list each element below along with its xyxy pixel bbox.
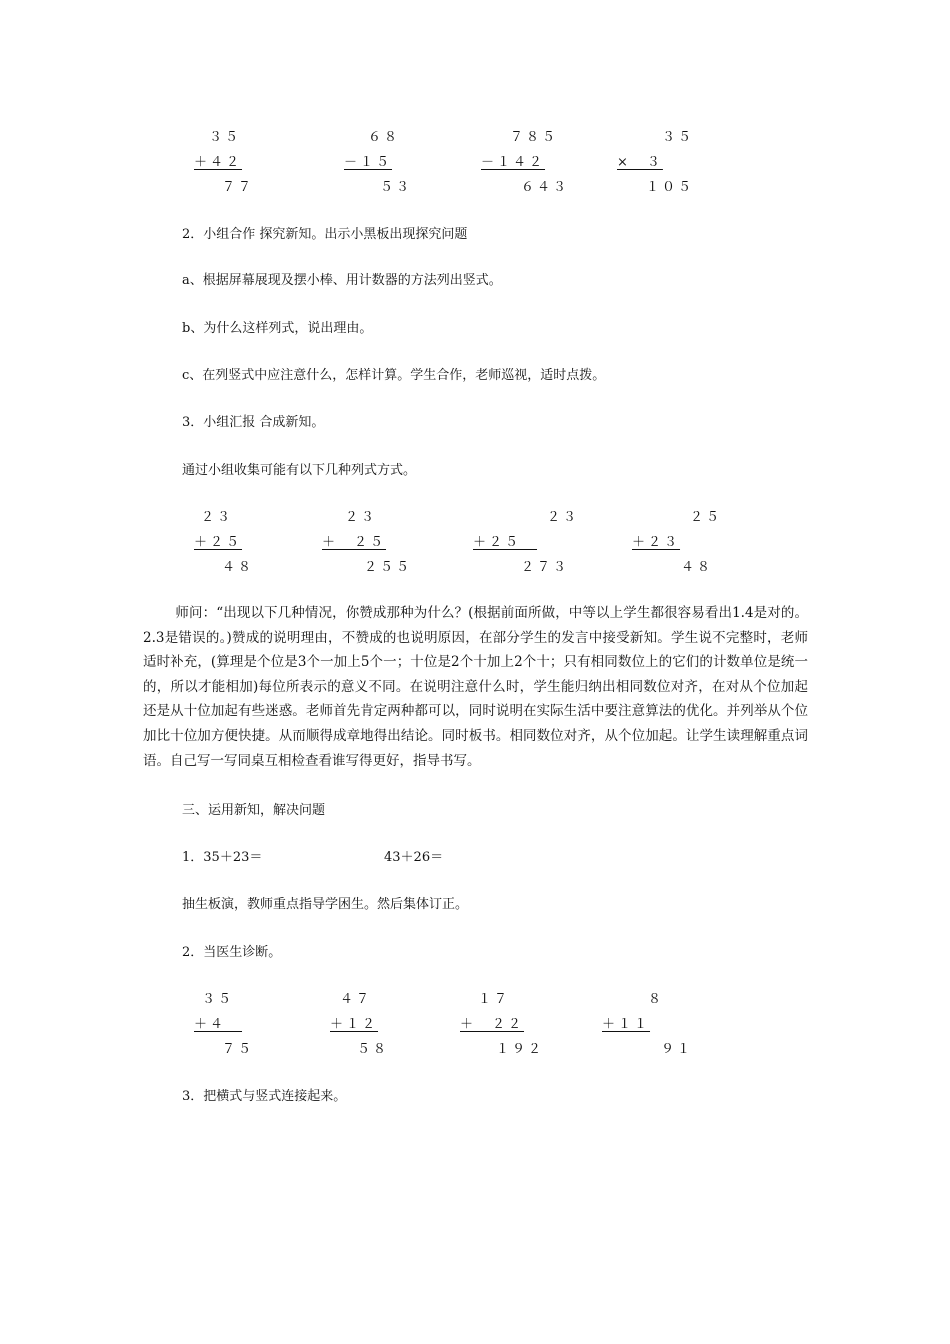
collect-text: 通过小组收集可能有以下几种列式方式。 bbox=[182, 463, 417, 478]
calc-top: ７８５ bbox=[510, 130, 559, 145]
calc-top: ３５ bbox=[662, 130, 695, 145]
calc-top: ６８ bbox=[368, 130, 401, 145]
item-c-text: c、在列竖式中应注意什么，怎样计算。学生合作，老师巡视，适时点拨。 bbox=[182, 368, 606, 383]
calc-result: ２５５ bbox=[364, 560, 413, 575]
board-note-text: 抽生板演，教师重点指导学困生。然后集体订正。 bbox=[182, 897, 469, 912]
calc-result: ７５ bbox=[222, 1042, 255, 1057]
calc-top: ８ bbox=[648, 992, 665, 1007]
step-2-text: 2．小组合作 探究新知。出示小黑板出现探究问题 bbox=[182, 227, 468, 242]
calc-result: ２７３ bbox=[521, 560, 570, 575]
section-3-heading: 三、运用新知，解决问题 bbox=[182, 803, 326, 818]
calc-operation: ＋２３ bbox=[632, 535, 681, 550]
calc-top: ３５ bbox=[209, 130, 242, 145]
calc-operation: × ３ bbox=[617, 155, 663, 170]
calc-operation: ＋２５ bbox=[473, 535, 538, 550]
teacher-discussion-paragraph: 师问：“出现以下几种情况，你赞成那种为什么？(根据前面所做，中等以上学生都很容易看出1.4是对的。2.3是错误的。)赞成的说明理由，不赞成的也说明原因，在部分学生的发言中接受新知。学生说不完整时，老师适时补充，(算理是个位是3个一加上5个一；十位是2个十加上2个十；只有相同数位上的它们的计数单位是统一的，所以才能相加)每位所表示的意义不同。在说明注意什么时，学生能归纳出相同数位对齐，在对从个位加起还是从十位加起有些迷惑。老师首先肯定两种都可以，同时说明在实际生活中要注意算法的优化。并列举从个位加比十位加方便快捷。从而顺得成章地得出结论。同时板书。相同数位对齐，从个位加起。让学生读理解重点词语。自己写一写同桌互相检查看谁写得更好，指导书写。 bbox=[143, 605, 808, 769]
calc-operation: －１４２ bbox=[481, 155, 546, 170]
calc-result: ５３ bbox=[380, 180, 413, 195]
calc-top: ３５ bbox=[202, 992, 235, 1007]
calc-result: ４８ bbox=[222, 560, 255, 575]
calc-result: ９１ bbox=[661, 1042, 694, 1057]
calc-top: ２３ bbox=[201, 510, 234, 525]
item-b-text: b、为什么这样列式，说出理由。 bbox=[182, 321, 373, 336]
calc-operation: ＋４ bbox=[194, 1017, 243, 1032]
calc-result: ４８ bbox=[681, 560, 714, 575]
calc-operation: －１５ bbox=[344, 155, 393, 170]
calc-result: １０５ bbox=[646, 180, 695, 195]
connect-step-text: 3．把横式与竖式连接起来。 bbox=[182, 1089, 347, 1104]
calc-top: ２３ bbox=[547, 510, 580, 525]
doctor-step-text: 2．当医生诊断。 bbox=[182, 945, 282, 960]
calc-result: ５８ bbox=[357, 1042, 390, 1057]
calc-result: ７７ bbox=[222, 180, 255, 195]
calc-top: ４７ bbox=[340, 992, 373, 1007]
calc-operation: ＋４２ bbox=[194, 155, 243, 170]
calc-operation: ＋ ２５ bbox=[322, 535, 387, 550]
calc-top: ２３ bbox=[345, 510, 378, 525]
calc-operation: ＋１１ bbox=[602, 1017, 651, 1032]
calc-result: １９２ bbox=[496, 1042, 545, 1057]
step-3-text: 3．小组汇报 合成新知。 bbox=[182, 415, 325, 430]
exercise-1-a: 1．35＋23＝ bbox=[182, 850, 263, 865]
item-a-text: a、根据屏幕展现及摆小棒、用计数器的方法列出竖式。 bbox=[182, 273, 502, 288]
calc-operation: ＋１２ bbox=[330, 1017, 379, 1032]
calc-top: １７ bbox=[478, 992, 511, 1007]
exercise-1-b: 43＋26＝ bbox=[384, 850, 444, 865]
calc-operation: ＋２５ bbox=[194, 535, 243, 550]
calc-operation: ＋ ２２ bbox=[460, 1017, 525, 1032]
calc-top: ２５ bbox=[690, 510, 723, 525]
calc-result: ６４３ bbox=[521, 180, 570, 195]
